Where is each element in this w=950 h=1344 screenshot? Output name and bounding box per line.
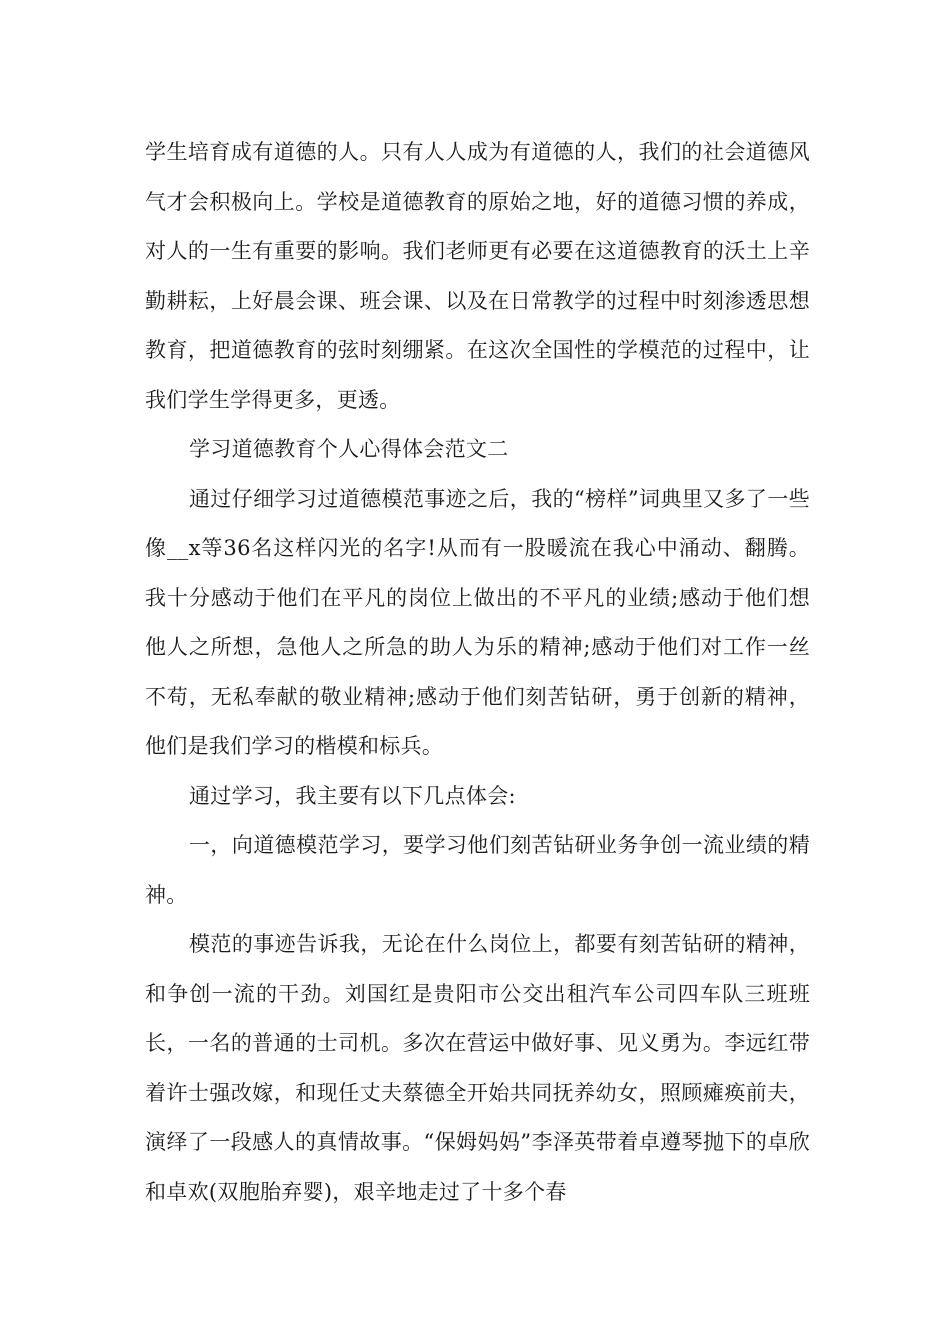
section-heading: 学习道德教育个人心得体会范文二 — [189, 437, 509, 461]
document-body — [145, 128, 810, 1217]
paragraph: 模范的事迹告诉我，无论在什么岗位上，都要有刻苦钻研的精神，和争创一流的干劲。刘国红是贵阳市公交出租汽车公司四车队三班班长，一名的普通的士司机。多次在营运中做好事、见义勇为。李远红带着许士强改嫁，和现任丈夫蔡德全开始共同抚养幼女，照顾瘫痪前夫，演绎了一段感人的真情故事。“保姆妈妈”李泽英带着卓遵琴抛下的卓欣和卓欢(双胞胎弃婴)，艰辛地走过了十多个春 — [145, 932, 810, 1204]
paragraph: 学生培育成有道德的人。只有人人成为有道德的人，我们的社会道德风气才会积极向上。学校是道德教育的原始之地，好的道德习惯的养成，对人的一生有重要的影响。我们老师更有必要在这道德教育的沃土上辛勤耕耘，上好晨会课、班会课、以及在日常教学的过程中时刻渗透思想教育，把道德教育的弦时刻绷紧。在这次全国性的学模范的过程中，让我们学生学得更多，更透。 — [145, 140, 810, 412]
paragraph: 通过学习，我主要有以下几点体会: — [189, 783, 516, 808]
paragraph: 通过仔细学习过道德模范事迹之后，我的“榜样”词典里又多了一些像__x等36名这样闪光的名字!从而有一股暖流在我心中涌动、翻腾。我十分感动于他们在平凡的岗位上做出的不平凡的业绩;感动于他们想他人之所想，急他人之所急的助人为乐的精神;感动于他们对工作一丝不苟，无私奉献的敬业精神;感动于他们刻苦钻研，勇于创新的精神，他们是我们学习的楷模和标兵。 — [145, 486, 810, 758]
paragraph: 一，向道德模范学习，要学习他们刻苦钻研业务争创一流业绩的精神。 — [145, 833, 810, 907]
